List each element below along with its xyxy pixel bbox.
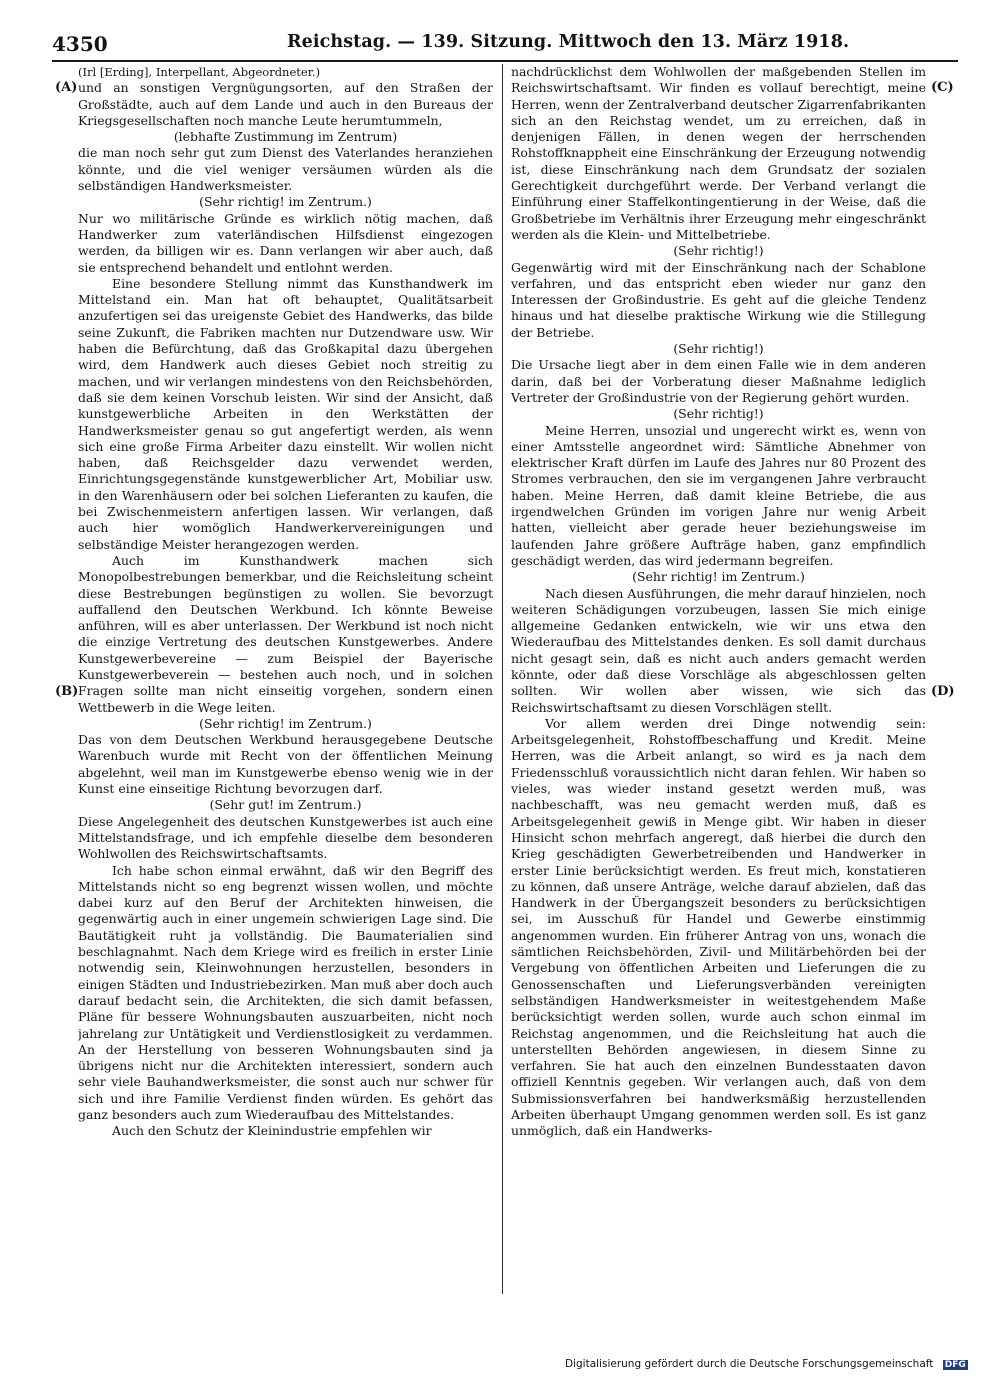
paragraph: Ich habe schon einmal erwähnt, daß wir den Begriff des Mittelstands nicht so eng begrenzt wissen wollen, und möchte dabei kurz auf den Beruf der Architekten hinweisen, die gegenwärtig auch in einer ungemein schwierigen Lage sind. Die Bautätigkeit ruht ja vollständig. Die Baumaterialien sind beschlagnahmt. Nach dem Kriege wird es freilich in erster Linie notwendig sein, Kleinwohnungen herzustellen, besonders in einigen Städten und Industriebezirken. Man muß aber doch auch darauf bedacht sein, die Architekten, die sich damit befassen, Pläne für bessere Wohnungsbauten auszuarbeiten, nicht noch jahrelang zur Untätigkeit und Verdienstlosigkeit zu verdammen. An der Herstellung von besseren Wohnungsbauten sind ja übrigens nicht nur die Architekten interessiert, sondern auch sehr viele Bauhandwerksmeister, die sonst auch nur schwer für sich und ihre Familie Verdienst finden würden. Es gehört das ganz besonders auch zum Wiederaufbau des Mittelstandes.	[78, 862, 493, 1122]
paragraph: Meine Herren, unsozial und ungerecht wirkt es, wenn von einer Amtsstelle angeordnet wird: Sämtliche Abnehmer von elektrischer Kraft dürfen im Laufe des Jahres nur 80 Prozent des Stromes verbrauchen, den sie im vergangenen Jahre verbraucht haben. Meine Herren, daß damit kleine Betriebe, die aus irgendwelchen Gründen im vorigen Jahre nur wenig Arbeit hatten, vielleicht aber gerade heuer beziehungsweise im laufenden Jahre größere Aufträge haben, ganz empfindlich geschädigt werden, das wird jedermann begreifen.	[511, 422, 926, 568]
running-header	[52, 30, 958, 62]
margin-mark-a: (A)	[55, 80, 78, 95]
paragraph: Diese Angelegenheit des deutschen Kunstgewerbes ist auch eine Mittelstandsfrage, und ich empfehle dieselbe dem besonderen Wohlwollen des Reichswirtschaftsamts.	[78, 813, 493, 862]
interjection: (Sehr richtig!)	[673, 341, 764, 357]
page-number: 4350	[52, 32, 108, 56]
paragraph: nachdrücklichst dem Wohlwollen der maßgebenden Stellen im Reichswirtschaftsamt. Wir finden es vollauf berechtigt, meine Herren, wenn der Zentralverband deutscher Zigarrenfabrikanten sich an den Reichstag wendet, um zu erreichen, daß in denjenigen Fällen, in denen wegen der herrschenden Rohstoffknappheit eine Einschränkung der Erzeugung notwendig ist, diese Einschränkung nach dem Grundsatz der sozialen Gerechtigkeit durchgeführt werde. Der Verband verlangt die Einführung einer Staffelkontingentierung in der Weise, daß die Großbetriebe im Verhältnis ihrer Erzeugung mehr eingeschränkt werden als die Klein- und Mittelbetriebe.	[511, 64, 926, 242]
interjection: (Sehr richtig! im Zentrum.)	[199, 715, 372, 731]
paragraph: Nach diesen Ausführungen, die mehr darauf hinzielen, noch weiteren Schädigungen vorzubeugen, lassen Sie mich einige allgemeine Gedanken entwickeln, wie wir uns etwa den Wiederaufbau des Mittelstandes denken. Es soll damit durchaus nicht gesagt sein, daß es nicht auch anders gemacht werden könnte, oder daß diese Vorschläge als abgeschlossen gelten sollten. Wir wollen aber wissen, wie sich das Reichswirtschaftsamt zu diesen Vorschlägen stellt.	[511, 585, 926, 715]
digitization-credit	[565, 1358, 968, 1370]
paragraph: Vor allem werden drei Dinge notwendig sein: Arbeitsgelegenheit, Rohstoffbeschaffung und Kredit. Meine Herren, was die Arbeit anlangt, so wird es ja nach dem Friedensschluß voraussichtlich nicht daran fehlen. Wir haben so vieles, was wieder instand gesetzt werden muß, was nachbeschafft, was neu gemacht werden muß, daß es Arbeitsgelegenheit gewiß in Menge gibt. Wir haben in dieser Hinsicht schon mehrfach angeregt, daß hierbei die durch den Krieg geschädigten Gewerbetreibenden und Handwerker in erster Linie berücksichtigt werden. Es freut mich, konstatieren zu können, daß unsere Anträge, welche darauf abzielen, daß das Handwerk in der Übergangszeit besonders zu berücksichtigen sei, im Ausschuß für Handel und Gewerbe einstimmig angenommen wurden. Ein früherer Antrag von uns, wonach die sämtlichen Reichsbehörden, Zivil- und Militärbehörden bei der Vergebung von öffentlichen Arbeiten und Lieferungen die zu Genossenschaften und Lieferungsverbänden vereinigten selbständigen Handwerksmeister in weitestgehendem Maße berücksichtigt werden sollen, wurde auch schon einmal im Reichstag angenommen, und die Reichsleitung hat auch die unterstellten Behörden angewiesen, in diesem Sinne zu verfahren. Sie hat auch den einzelnen Bundesstaaten davon offiziell Kenntnis gegeben. Wir verlangen auch, daß von dem Submissionsverfahren bei handwerksmäßig herzustellenden Arbeiten überhaupt Umgang genommen werden soll. Es ist ganz unmöglich, daß ein Handwerks-	[511, 715, 926, 1139]
margin-mark-d: (D)	[931, 684, 955, 699]
paragraph: Das von dem Deutschen Werkbund herausgegebene Deutsche Warenbuch wurde mit Recht von der öffentlichen Meinung abgelehnt, weil man im Kunstgewerbe ebenso wenig wie in der Kunst eine einseitige Richtung bevorzugen darf.	[78, 732, 493, 797]
margin-mark-c: (C)	[931, 80, 954, 95]
paragraph: die man noch sehr gut zum Dienst des Vaterlandes heranziehen könnte, und die viel weniger versäumen würden als die selbständigen Handwerksmeister.	[78, 145, 493, 194]
paragraph: Eine besondere Stellung nimmt das Kunsthandwerk im Mittelstand ein. Man hat oft behauptet, Qualitätsarbeit anzufertigen sei das ureigenste Gebiet des Handwerks, das bilde seine Zukunft, die Fabriken machten nur Dutzendware usw. Wir haben die Befürchtung, daß das Großkapital dazu übergehen wird, dem Handwerk auch dieses Gebiet noch streitig zu machen, und wir verlangen mindestens von den Reichsbehörden, daß sie dem keinen Vorschub leisten. Wir sind der Ansicht, daß kunstgewerbliche Arbeiten in den Werkstätten der Handwerksmeister genau so gut angefertigt werden, als wenn sich eine große Firma Arbeiter dazu einstellt. Wir wollen nicht haben, daß Reichsgelder dazu verwendet werden, Einrichtungsgegenstände kunstgewerblicher Art, Mobiliar usw. in den Warenhäusern oder bei solchen Lieferanten zu kaufen, die bei Zwischenmeistern anfertigen lassen. Wir verlangen, daß auch hier womöglich Handwerkervereinigungen und selbständige Meister herangezogen werden.	[78, 275, 493, 552]
paragraph: Die Ursache liegt aber in dem einen Falle wie in dem anderen darin, daß bei der Vorberatung dieser Maßnahme lediglich Vertreter der Großindustrie von der Regierung gehört wurden.	[511, 357, 926, 405]
running-head: Reichstag. — 139. Sitzung. Mittwoch den 13. März 1918.	[287, 32, 850, 52]
interjection: (Sehr richtig! im Zentrum.)	[632, 569, 805, 585]
column-divider	[502, 64, 503, 1294]
paragraph: Auch im Kunsthandwerk machen sich Monopolbestrebungen bemerkbar, und die Reichsleitung scheint diese Bestrebungen begünstigen zu wollen. Sie bevorzugt auffallend den Deutschen Werkbund. Ich könnte Beweise anführen, will es aber unterlassen. Der Werkbund ist noch nicht die einzige Vertretung des deutschen Kunstgewerbes. Andere Kunstgewerbevereine — zum Beispiel der Bayerische Kunstgewerbeverein — bestehen auch noch, und in solchen Fragen sollte man nicht einseitig vorgehen, sondern einen Wettbewerb in die Wege leiten.	[78, 552, 493, 715]
paragraph: Auch den Schutz der Kleinindustrie empfehlen wir	[112, 1123, 432, 1139]
interjection: (Sehr richtig! im Zentrum.)	[199, 194, 372, 210]
left-column	[78, 64, 493, 1294]
interjection: (Sehr gut! im Zentrum.)	[209, 797, 362, 813]
margin-mark-b: (B)	[55, 684, 79, 699]
interjection: (lebhafte Zustimmung im Zentrum)	[173, 129, 398, 145]
speaker-line: (Irl [Erding], Interpellant, Abgeordneter.)	[78, 65, 321, 79]
interjection: (Sehr richtig!)	[673, 243, 764, 259]
paragraph: und an sonstigen Vergnügungsorten, auf den Straßen der Großstädte, auch auf dem Lande und auch in den Bureaus der Kriegsgesellschaften noch manche Leute herumtummeln,	[78, 80, 493, 128]
interjection: (Sehr richtig!)	[673, 406, 764, 422]
paragraph: Nur wo militärische Gründe es wirklich nötig machen, daß Handwerker zum vaterländischen Hilfsdienst eingezogen werden, da billigen wir es. Dann verlangen wir aber auch, daß sie entsprechend behandelt und entlohnt werden.	[78, 210, 493, 275]
paragraph: Gegenwärtig wird mit der Einschränkung nach der Schablone verfahren, und das entspricht eben wieder nur ganz den Interessen der Großindustrie. Es geht auf die gleiche Tendenz hinaus und hat dieselbe praktische Wirkung wie die Stillegung der Betriebe.	[511, 259, 926, 340]
dfg-logo: DFG	[944, 1360, 966, 1370]
right-column	[511, 64, 926, 1294]
credit-text: Digitalisierung gefördert durch die Deutsche Forschungsgemeinschaft	[565, 1358, 934, 1370]
